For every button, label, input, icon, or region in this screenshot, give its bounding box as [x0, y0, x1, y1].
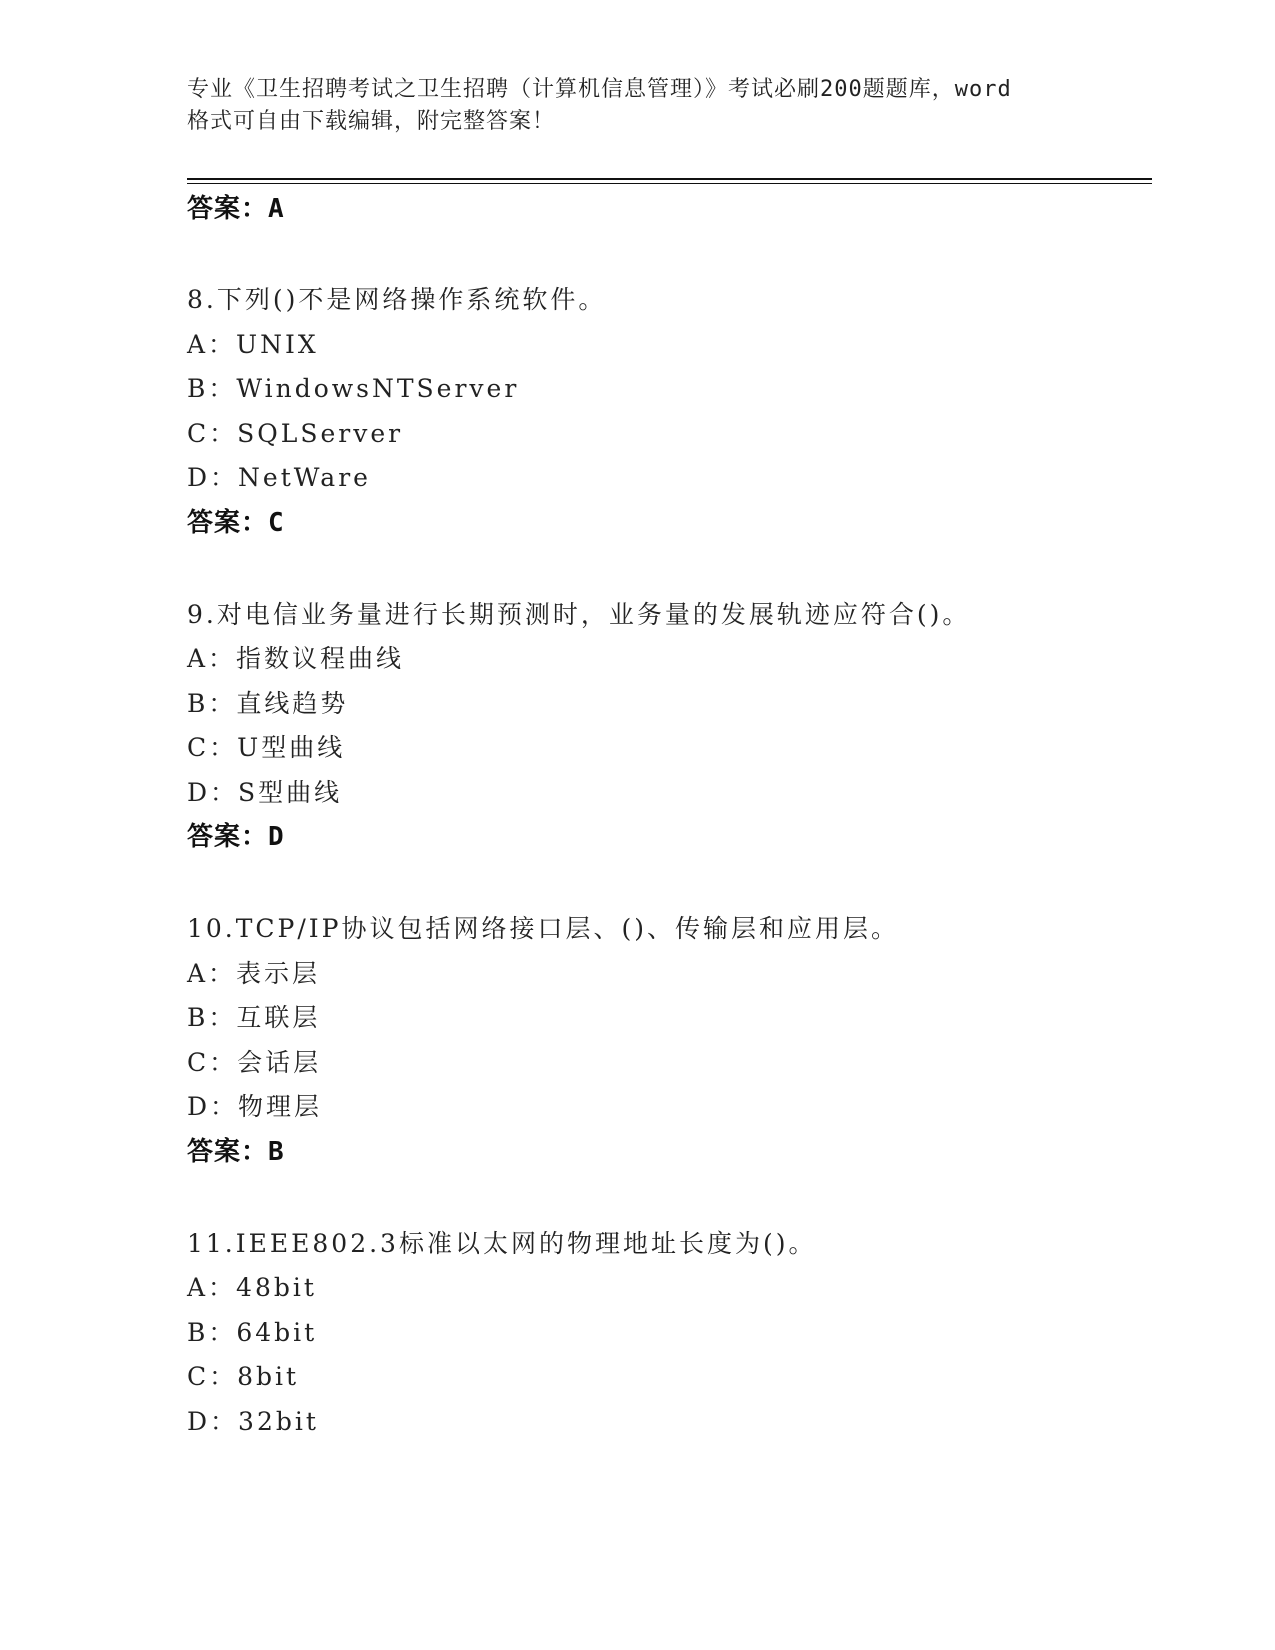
question-11-option-b: B：64bit — [187, 1318, 318, 1347]
question-11-option-a: A：48bit — [187, 1273, 317, 1302]
question-11-option-c: C：8bit — [187, 1362, 300, 1391]
question-9-option-a: A：指数议程曲线 — [187, 644, 405, 673]
question-8-answer: 答案：C — [187, 508, 285, 538]
question-8-option-a: A：UNIX — [187, 330, 319, 359]
question-9-answer: 答案：D — [187, 822, 285, 852]
question-10-answer: 答案：B — [187, 1137, 285, 1167]
question-11-option-d: D：32bit — [187, 1407, 319, 1436]
question-8-option-d: D：NetWare — [187, 463, 371, 492]
question-10-stem: 10.TCP/IP协议包括网络接口层、()、传输层和应用层。 — [187, 914, 900, 943]
header-rule-thin — [187, 183, 1152, 184]
question-10-option-b: B：互联层 — [187, 1003, 321, 1032]
question-9-stem: 9.对电信业务量进行长期预测时，业务量的发展轨迹应符合()。 — [187, 600, 971, 629]
question-8-option-c: C：SQLServer — [187, 419, 404, 448]
header-line-1: 专业《卫生招聘考试之卫生招聘（计算机信息管理）》考试必刷200题题库，word — [187, 77, 1012, 102]
question-9-option-b: B：直线趋势 — [187, 689, 349, 718]
header-line-2: 格式可自由下载编辑，附完整答案！ — [187, 109, 556, 134]
question-11-stem: 11.IEEE802.3标准以太网的物理地址长度为()。 — [187, 1229, 817, 1258]
question-8-option-b: B：WindowsNTServer — [187, 374, 520, 403]
header-rule-thick — [187, 178, 1152, 180]
question-10-option-a: A：表示层 — [187, 959, 321, 988]
question-9-option-c: C：U型曲线 — [187, 733, 346, 762]
question-8-stem: 8.下列()不是网络操作系统软件。 — [187, 285, 607, 314]
answer-previous: 答案：A — [187, 194, 285, 224]
question-9-option-d: D：S型曲线 — [187, 778, 343, 807]
question-10-option-d: D：物理层 — [187, 1092, 323, 1121]
question-10-option-c: C：会话层 — [187, 1048, 322, 1077]
document-header — [187, 74, 1087, 138]
